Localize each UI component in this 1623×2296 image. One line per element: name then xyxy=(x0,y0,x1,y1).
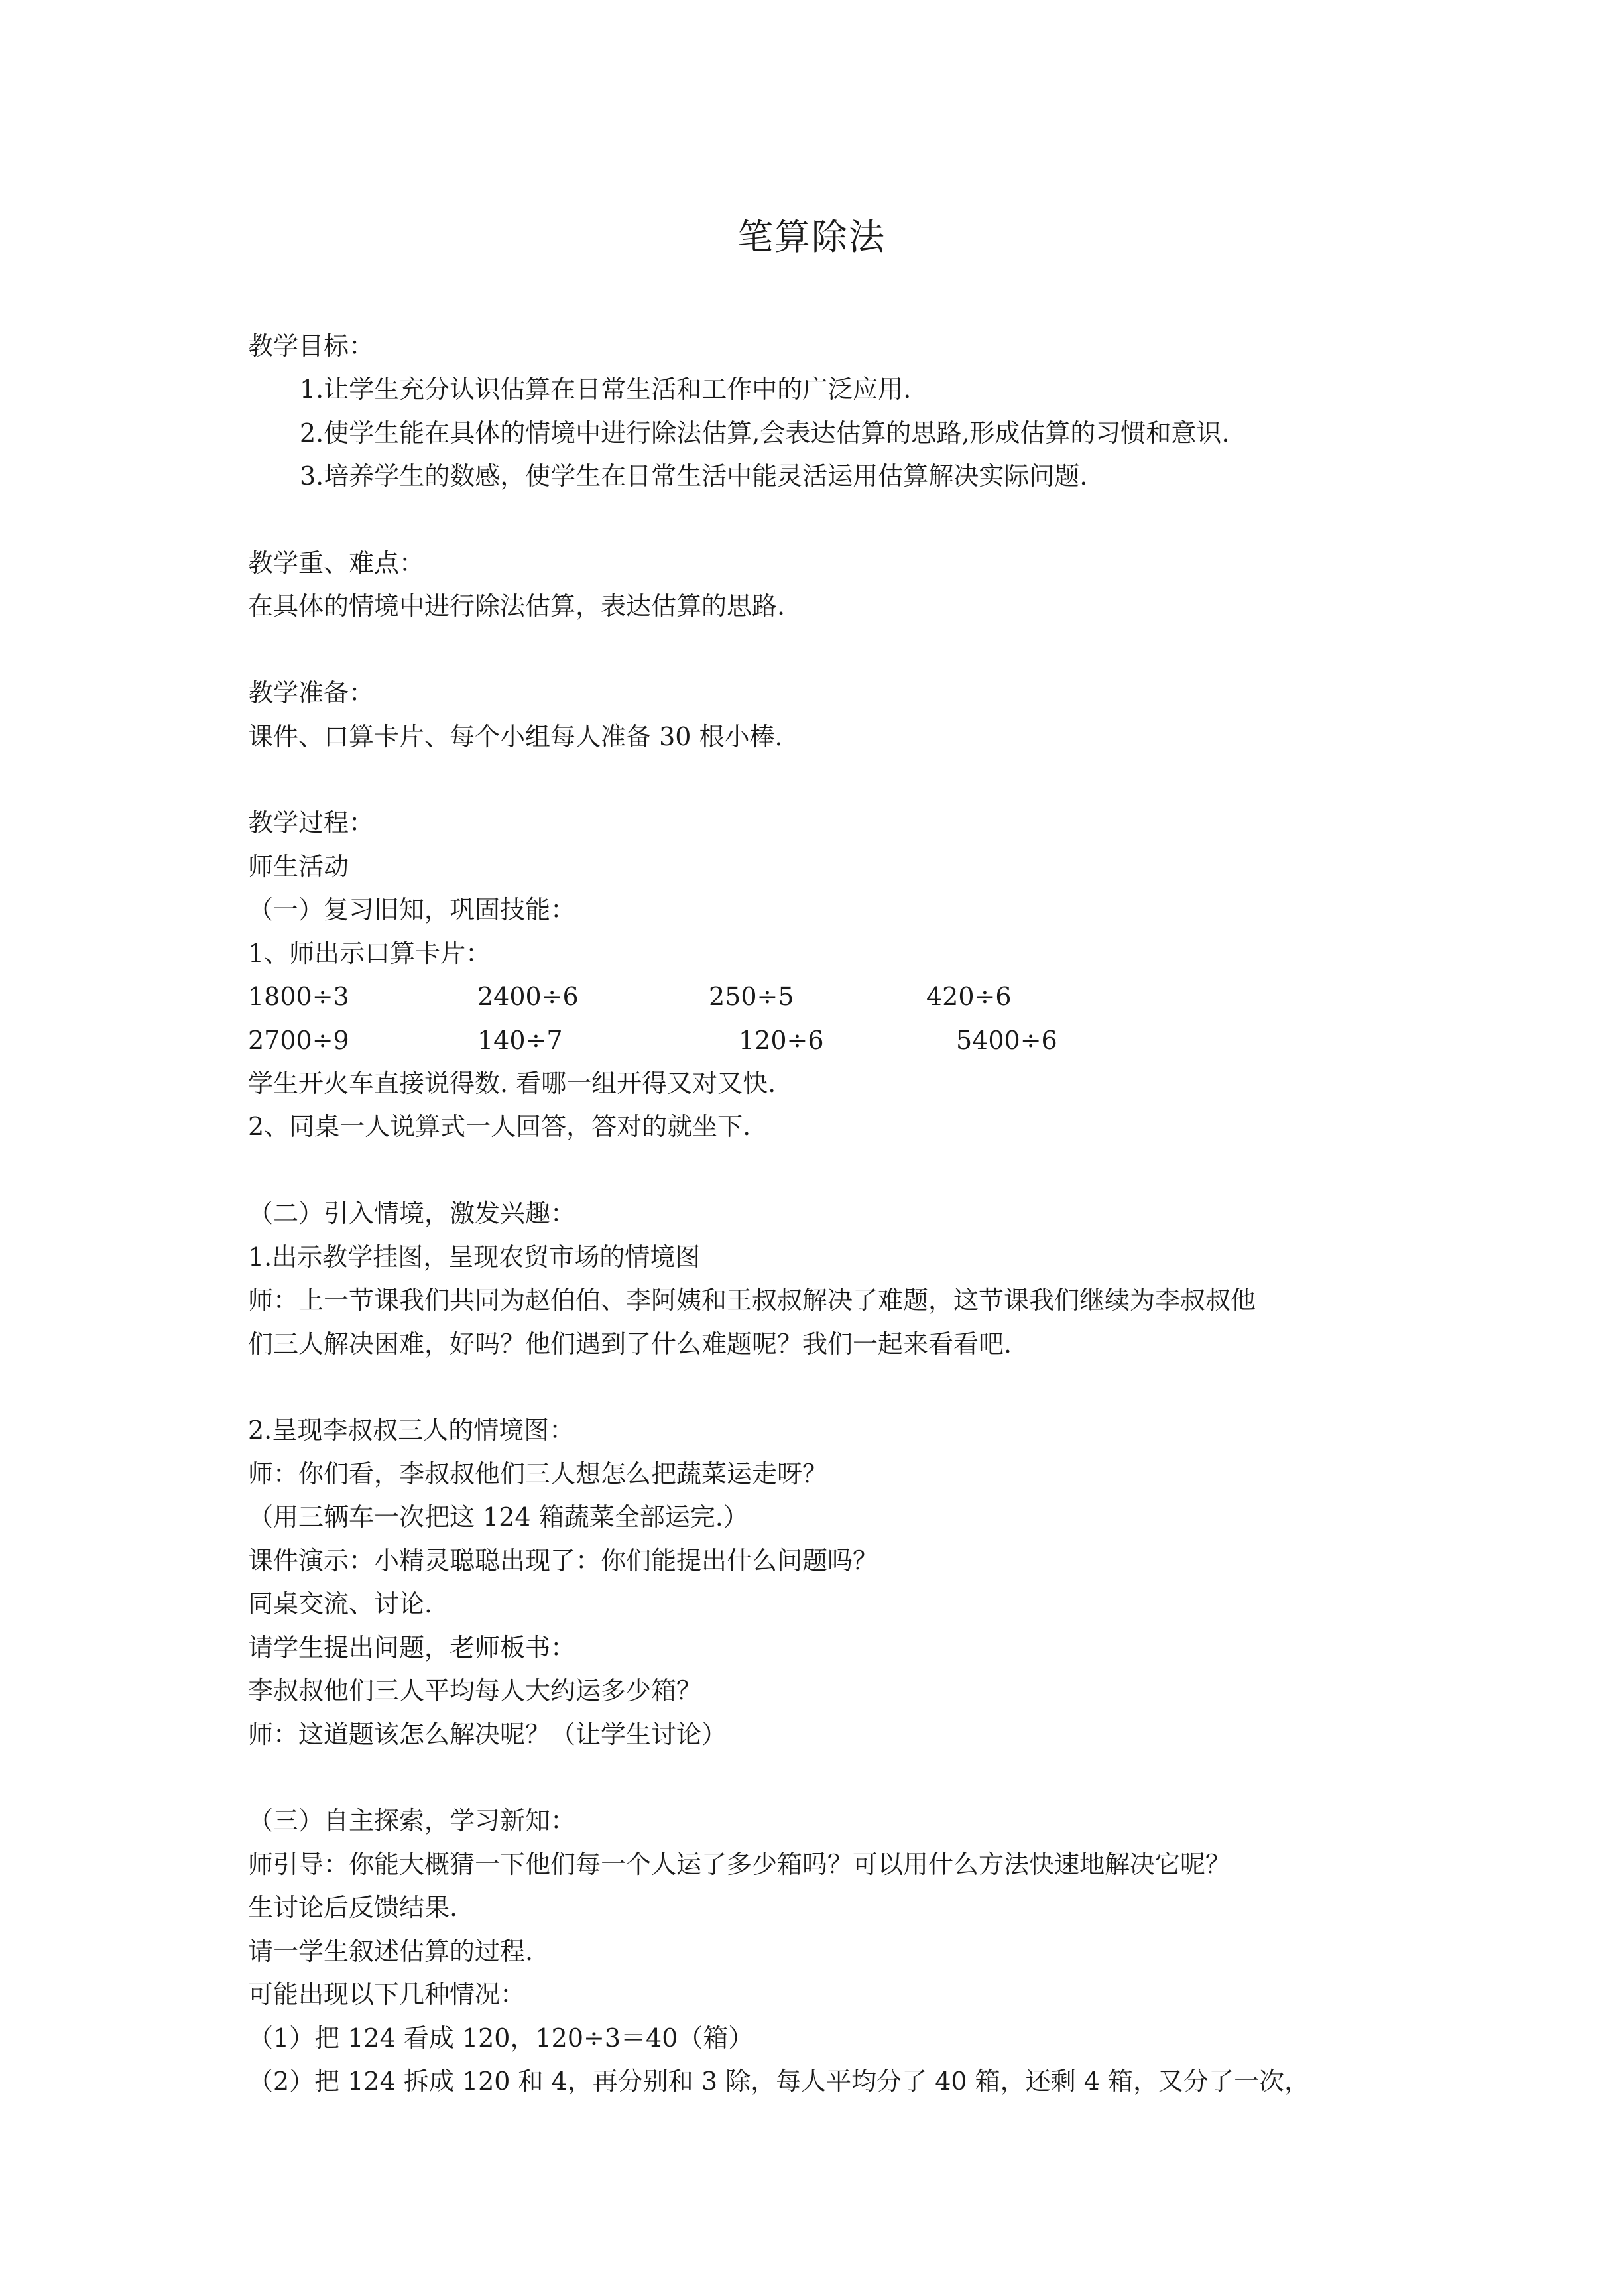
part2-line: 师：上一节课我们共同为赵伯伯、李阿姨和王叔叔解决了难题，这节课我们继续为李叔叔他 xyxy=(248,1286,1256,1315)
card-expression: 120÷6 xyxy=(739,1026,824,1055)
part1-heading: （一）复习旧知，巩固技能： xyxy=(248,895,576,924)
part3-heading: （三）自主探索，学习新知： xyxy=(248,1806,576,1835)
part3-line: （1）把 124 看成 120，120÷3＝40（箱） xyxy=(248,2024,754,2053)
part3-line: 可能出现以下几种情况： xyxy=(248,1980,526,2009)
card-expression: 2400÷6 xyxy=(477,982,579,1011)
part2-line: 2.呈现李叔叔三人的情境图： xyxy=(248,1416,575,1445)
part2-line: （用三辆车一次把这 124 箱蔬菜全部运完.） xyxy=(248,1502,749,1532)
card-expression: 1800÷3 xyxy=(248,982,349,1011)
card-expression: 2700÷9 xyxy=(248,1026,349,1055)
preparation-heading: 教学准备： xyxy=(248,678,375,707)
part3-line: 生讨论后反馈结果. xyxy=(248,1893,458,1922)
part2-line: 们三人解决困难，好吗？他们遇到了什么难题呢？我们一起来看看吧. xyxy=(248,1329,1012,1359)
part2-heading: （二）引入情境，激发兴趣： xyxy=(248,1199,576,1228)
objective-item: 1.让学生充分认识估算在日常生活和工作中的广泛应用. xyxy=(300,375,912,404)
objective-item: 2.使学生能在具体的情境中进行除法估算,会表达估算的思路,形成估算的习惯和意识. xyxy=(300,418,1230,448)
part1-step1: 1、师出示口算卡片： xyxy=(248,939,491,968)
card-expression: 140÷7 xyxy=(477,1026,563,1055)
part3-line: 师引导：你能大概猜一下他们每一个人运了多少箱吗？可以用什么方法快速地解决它呢？ xyxy=(248,1850,1231,1879)
card-expression: 250÷5 xyxy=(709,982,794,1011)
process-subheading: 师生活动 xyxy=(248,852,349,881)
card-expression: 420÷6 xyxy=(926,982,1012,1011)
part2-line: 同桌交流、讨论. xyxy=(248,1589,433,1618)
part3-line: 请一学生叙述估算的过程. xyxy=(248,1937,534,1966)
key-points-heading: 教学重、难点： xyxy=(248,548,425,577)
objective-item: 3.培养学生的数感，使学生在日常生活中能灵活运用估算解决实际问题. xyxy=(300,461,1088,491)
part1-line: 2、同桌一人说算式一人回答，答对的就坐下. xyxy=(248,1112,751,1141)
card-expression: 5400÷6 xyxy=(956,1026,1057,1055)
objectives-heading: 教学目标： xyxy=(248,332,375,361)
page-title: 笔算除法 xyxy=(737,216,886,258)
part2-line: 李叔叔他们三人平均每人大约运多少箱？ xyxy=(248,1676,702,1705)
part2-line: 1.出示教学挂图，呈现农贸市场的情境图 xyxy=(248,1242,701,1272)
process-heading: 教学过程： xyxy=(248,808,375,837)
part1-line: 学生开火车直接说得数. 看哪一组开得又对又快. xyxy=(248,1069,776,1098)
part2-line: 师：你们看，李叔叔他们三人想怎么把蔬菜运走呀？ xyxy=(248,1459,828,1488)
part2-line: 师：这道题该怎么解决呢？（让学生讨论） xyxy=(248,1720,727,1749)
preparation-text: 课件、口算卡片、每个小组每人准备 30 根小棒. xyxy=(248,722,783,751)
part2-line: 请学生提出问题，老师板书： xyxy=(248,1633,576,1662)
part2-line: 课件演示：小精灵聪聪出现了：你们能提出什么问题吗？ xyxy=(248,1546,878,1575)
part3-line: （2）把 124 拆成 120 和 4，再分别和 3 除，每人平均分了 40 箱，还剩 4 箱，又分了一次， xyxy=(248,2067,1309,2096)
key-points-text: 在具体的情境中进行除法估算，表达估算的思路. xyxy=(248,591,786,621)
